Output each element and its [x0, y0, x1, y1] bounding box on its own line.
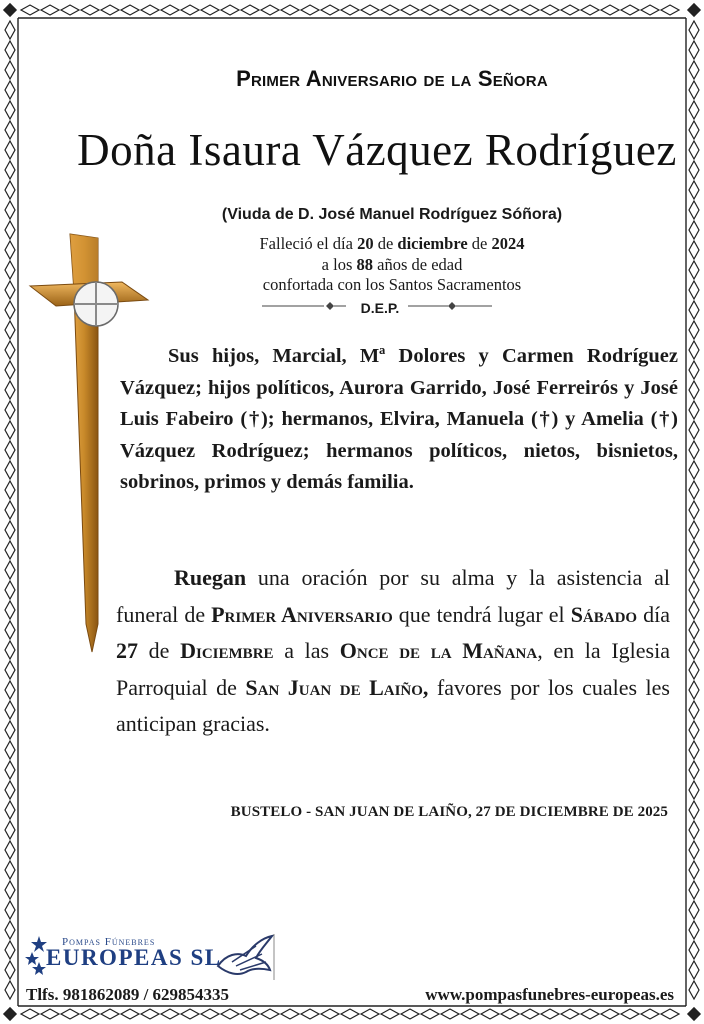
border-diamond — [689, 101, 699, 119]
border-diamond — [641, 5, 659, 15]
border-corner — [3, 3, 17, 17]
border-diamond — [141, 5, 159, 15]
border-diamond — [689, 441, 699, 459]
border-diamond — [689, 961, 699, 979]
border-diamond — [481, 1009, 499, 1019]
border-diamond — [689, 381, 699, 399]
border-diamond — [361, 1009, 379, 1019]
dove-icon — [212, 932, 276, 982]
border-diamond — [5, 821, 15, 839]
border-diamond — [689, 701, 699, 719]
border-corner — [687, 1007, 701, 1021]
border-diamond — [321, 5, 339, 15]
border-diamond — [5, 41, 15, 59]
border-diamond — [5, 581, 15, 599]
border-diamond — [161, 5, 179, 15]
dep-label: D.E.P. — [360, 300, 400, 316]
border-diamond — [61, 5, 79, 15]
prayer-paragraph: Ruegan una oración por su alma y la asistencia al funeral de Primer Aniversario que tendrá lugar el Sábado día 27 de Diciembre a las Once de la Mañana, en la Iglesia Parroquial de San Juan de Laiño, favores por los cuales les anticipan gracias. — [116, 565, 670, 736]
border-diamond — [5, 181, 15, 199]
border-diamond — [221, 5, 239, 15]
border-diamond — [689, 941, 699, 959]
border-diamond — [661, 1009, 679, 1019]
border-diamond — [5, 101, 15, 119]
border-diamond — [21, 5, 39, 15]
border-diamond — [689, 781, 699, 799]
border-diamond — [561, 1009, 579, 1019]
border-diamond — [5, 701, 15, 719]
border-diamond — [689, 621, 699, 639]
border-diamond — [689, 541, 699, 559]
border-diamond — [689, 841, 699, 859]
border-diamond — [5, 461, 15, 479]
border-diamond — [301, 5, 319, 15]
border-diamond — [5, 941, 15, 959]
border-diamond — [521, 5, 539, 15]
border-diamond — [689, 661, 699, 679]
border-diamond — [141, 1009, 159, 1019]
border-diamond — [689, 721, 699, 739]
border-diamond — [5, 441, 15, 459]
border-diamond — [689, 401, 699, 419]
phone-numbers: Tlfs. 981862089 / 629854335 — [26, 985, 230, 1004]
border-diamond — [381, 1009, 399, 1019]
border-diamond — [81, 5, 99, 15]
border-diamond — [421, 1009, 439, 1019]
border-diamond — [461, 1009, 479, 1019]
border-diamond — [689, 501, 699, 519]
border-diamond — [5, 341, 15, 359]
border-diamond — [689, 581, 699, 599]
border-diamond — [5, 801, 15, 819]
border-diamond — [5, 601, 15, 619]
border-diamond — [481, 5, 499, 15]
border-diamond — [601, 1009, 619, 1019]
border-diamond — [689, 481, 699, 499]
border-diamond — [689, 181, 699, 199]
border-diamond — [181, 1009, 199, 1019]
anniversary-heading: Primer Aniversario de la Señora — [236, 66, 548, 91]
border-diamond — [21, 1009, 39, 1019]
border-diamond — [541, 1009, 559, 1019]
border-diamond — [5, 381, 15, 399]
border-diamond — [661, 5, 679, 15]
border-diamond — [181, 5, 199, 15]
border-diamond — [61, 1009, 79, 1019]
border-diamond — [401, 1009, 419, 1019]
border-diamond — [401, 5, 419, 15]
border-diamond — [5, 761, 15, 779]
border-diamond — [689, 41, 699, 59]
border-diamond — [441, 1009, 459, 1019]
border-diamond — [5, 981, 15, 999]
border-diamond — [321, 1009, 339, 1019]
border-diamond — [581, 1009, 599, 1019]
border-diamond — [441, 5, 459, 15]
border-diamond — [5, 401, 15, 419]
border-diamond — [689, 901, 699, 919]
border-diamond — [5, 661, 15, 679]
border-diamond — [521, 1009, 539, 1019]
border-diamond — [421, 5, 439, 15]
border-diamond — [689, 561, 699, 579]
border-diamond — [5, 521, 15, 539]
border-diamond — [689, 461, 699, 479]
border-diamond — [241, 5, 259, 15]
border-diamond — [689, 741, 699, 759]
border-diamond — [301, 1009, 319, 1019]
border-diamond — [689, 421, 699, 439]
border-diamond — [5, 921, 15, 939]
border-diamond — [5, 961, 15, 979]
border-diamond — [221, 1009, 239, 1019]
border-diamond — [281, 5, 299, 15]
border-diamond — [689, 321, 699, 339]
sacraments-line: confortada con los Santos Sacramentos — [262, 275, 522, 294]
border-diamond — [689, 681, 699, 699]
border-diamond — [501, 5, 519, 15]
border-diamond — [689, 21, 699, 39]
border-diamond — [341, 1009, 359, 1019]
border-diamond — [689, 921, 699, 939]
border-diamond — [561, 5, 579, 15]
border-diamond — [689, 301, 699, 319]
border-diamond — [5, 741, 15, 759]
border-diamond — [621, 5, 639, 15]
border-diamond — [641, 1009, 659, 1019]
border-diamond — [501, 1009, 519, 1019]
border-diamond — [689, 361, 699, 379]
border-diamond — [5, 21, 15, 39]
border-diamond — [461, 5, 479, 15]
border-diamond — [161, 1009, 179, 1019]
border-diamond — [689, 821, 699, 839]
border-diamond — [5, 861, 15, 879]
border-diamond — [689, 761, 699, 779]
border-diamond — [41, 5, 59, 15]
border-diamond — [689, 801, 699, 819]
border-diamond — [5, 641, 15, 659]
border-diamond — [5, 901, 15, 919]
border-diamond — [689, 861, 699, 879]
border-diamond — [5, 541, 15, 559]
border-diamond — [341, 5, 359, 15]
death-date-line: Falleció el día 20 de diciembre de 2024 — [259, 234, 525, 253]
border-diamond — [689, 521, 699, 539]
border-diamond — [5, 321, 15, 339]
border-diamond — [5, 501, 15, 519]
border-diamond — [81, 1009, 99, 1019]
border-diamond — [281, 1009, 299, 1019]
border-diamond — [121, 5, 139, 15]
border-corner — [3, 1007, 17, 1021]
brand-name: EUROPEAS SL — [46, 945, 222, 970]
border-diamond — [689, 341, 699, 359]
brand-tagline: Pompas Fúnebres — [62, 936, 156, 948]
border-diamond — [581, 5, 599, 15]
border-diamond — [5, 721, 15, 739]
border-diamond — [5, 421, 15, 439]
border-diamond — [101, 1009, 119, 1019]
website-link[interactable]: www.pompasfunebres-europeas.es — [425, 985, 674, 1004]
border-diamond — [689, 641, 699, 659]
border-diamond — [201, 5, 219, 15]
border-diamond — [689, 981, 699, 999]
border-diamond — [621, 1009, 639, 1019]
border-diamond — [5, 781, 15, 799]
deceased-name: Doña Isaura Vázquez Rodríguez — [77, 125, 677, 175]
border-diamond — [601, 5, 619, 15]
border-diamond — [381, 5, 399, 15]
border-diamond — [101, 5, 119, 15]
border-diamond — [541, 5, 559, 15]
border-diamond — [5, 561, 15, 579]
border-diamond — [361, 5, 379, 15]
border-diamond — [41, 1009, 59, 1019]
widow-of-line: (Viuda de D. José Manuel Rodríguez Sóñora) — [221, 206, 563, 223]
family-paragraph: Sus hijos, Marcial, Mª Dolores y Carmen Rodríguez Vázquez; hijos políticos, Aurora Garrido, José Ferreirós y José Luis Fabeiro (†); hermanos, Elvira, Manuela (†) y Amelia (†) Vázquez Rodríguez; hermanos políticos, nietos, bisnietos, sobrinos, primos y demás familia. — [120, 345, 678, 493]
border-diamond — [5, 481, 15, 499]
border-diamond — [5, 301, 15, 319]
border-diamond — [201, 1009, 219, 1019]
border-diamond — [261, 1009, 279, 1019]
border-diamond — [5, 621, 15, 639]
border-diamond — [689, 881, 699, 899]
border-diamond — [121, 1009, 139, 1019]
border-diamond — [5, 681, 15, 699]
border-diamond — [261, 5, 279, 15]
border-diamond — [5, 841, 15, 859]
border-diamond — [5, 361, 15, 379]
border-diamond — [5, 881, 15, 899]
place-and-date: BUSTELO - SAN JUAN DE LAIÑO, 27 DE DICIEMBRE DE 2025 — [230, 804, 668, 820]
border-corner — [687, 3, 701, 17]
age-line: a los 88 años de edad — [321, 255, 463, 274]
border-diamond — [689, 601, 699, 619]
border-diamond — [241, 1009, 259, 1019]
